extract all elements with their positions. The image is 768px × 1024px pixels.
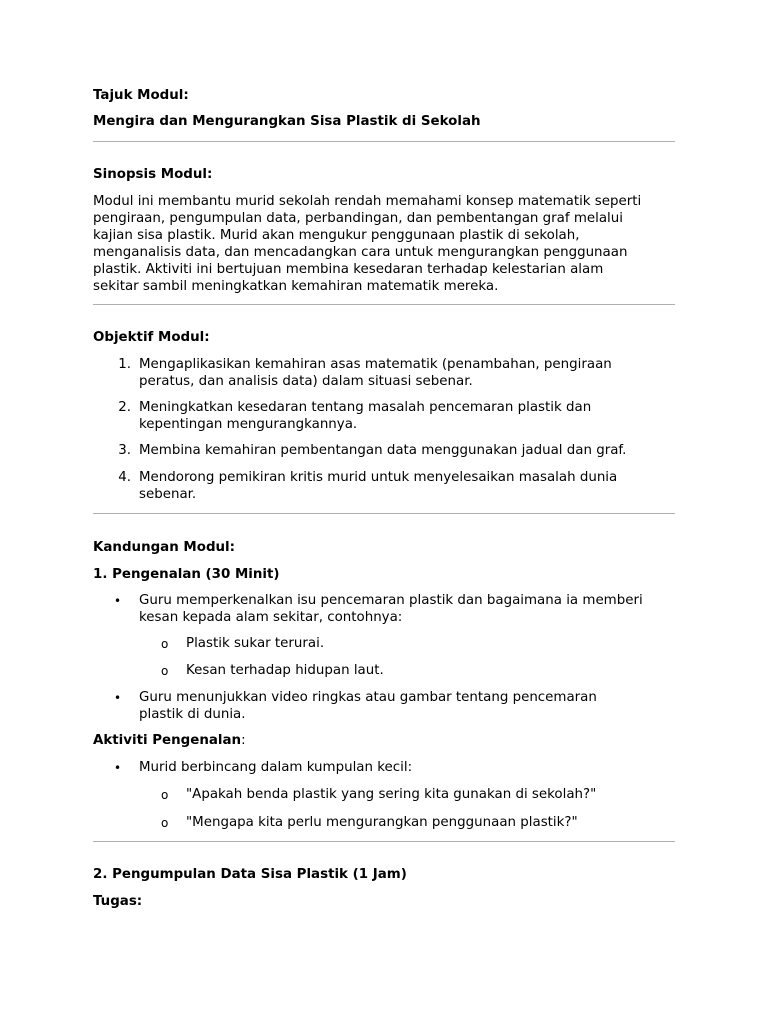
sub-bullet-text: Plastik sukar terurai. <box>186 636 325 651</box>
section-2-heading: 2. Pengumpulan Data Sisa Plastik (1 Jam) <box>93 867 407 882</box>
sinopsis-line: plastik. Aktiviti ini bertujuan membina kesedaran terhadap kelestarian alam <box>93 262 604 277</box>
sinopsis-line: kajian sisa plastik. Murid akan mengukur penggunaan plastik di sekolah, <box>93 228 580 243</box>
activity-bullet: Murid berbincang dalam kumpulan kecil: <box>139 760 413 775</box>
sinopsis-line: Modul ini membantu murid sekolah rendah memahami konsep matematik seperti <box>93 194 642 209</box>
list-item-line: kepentingan mengurangkannya. <box>139 417 358 432</box>
activity-question: "Mengapa kita perlu mengurangkan penggunaan plastik?" <box>186 815 578 830</box>
list-number: 2. <box>118 400 131 415</box>
list-number: 1. <box>118 357 131 372</box>
bullet-line: Guru memperkenalkan isu pencemaran plastik dan bagaimana ia memberi <box>139 593 643 608</box>
sinopsis-heading: Sinopsis Modul: <box>93 167 213 182</box>
bullet-dot: • <box>114 594 122 608</box>
divider <box>93 841 675 842</box>
bullet-dot: • <box>114 761 122 775</box>
sub-bullet-marker: o <box>161 637 169 651</box>
objektif-item-3 <box>139 442 699 459</box>
bullet-line: Guru menunjukkan video ringkas atau gambar tentang pencemaran <box>139 690 597 705</box>
list-item-line: sebenar. <box>139 487 197 502</box>
sub-bullet-marker: o <box>161 816 169 830</box>
activity-heading <box>93 732 683 749</box>
list-number: 4. <box>118 470 131 485</box>
section-1-bullet-1 <box>139 592 699 626</box>
sinopsis-line: menganalisis data, dan mencadangkan cara untuk mengurangkan penggunaan <box>93 245 628 260</box>
activity-colon: : <box>241 733 246 748</box>
sub-bullet-marker: o <box>161 664 169 678</box>
activity-label: Aktiviti Pengenalan <box>93 733 242 748</box>
divider <box>93 304 675 305</box>
list-item-line: peratus, dan analisis data) dalam situasi sebenar. <box>139 374 473 389</box>
list-item-line: Membina kemahiran pembentangan data menggunakan jadual dan graf. <box>139 443 627 458</box>
sinopsis-line: pengiraan, pengumpulan data, perbandingan, dan pembentangan graf melalui <box>93 211 623 226</box>
list-item-line: Meningkatkan kesedaran tentang masalah pencemaran plastik dan <box>139 400 592 415</box>
list-number: 3. <box>118 443 131 458</box>
title-label: Tajuk Modul: <box>93 88 189 103</box>
module-title: Mengira dan Mengurangkan Sisa Plastik di Sekolah <box>93 114 481 129</box>
divider <box>93 513 675 514</box>
activity-question: "Apakah benda plastik yang sering kita gunakan di sekolah?" <box>186 787 597 802</box>
sub-bullet-marker: o <box>161 788 169 802</box>
list-item-line: Mengaplikasikan kemahiran asas matematik (penambahan, pengiraan <box>139 357 612 372</box>
section-1-bullet-2 <box>139 689 699 723</box>
list-item-line: Mendorong pemikiran kritis murid untuk menyelesaikan masalah dunia <box>139 470 618 485</box>
bullet-line: plastik di dunia. <box>139 707 246 722</box>
divider <box>93 141 675 142</box>
sub-bullet-text: Kesan terhadap hidupan laut. <box>186 663 384 678</box>
bullet-line: kesan kepada alam sekitar, contohnya: <box>139 610 403 625</box>
tugas-label: Tugas: <box>93 894 143 909</box>
objektif-item-4 <box>139 469 699 503</box>
section-1-heading: 1. Pengenalan (30 Minit) <box>93 567 280 582</box>
sinopsis-paragraph <box>93 193 683 295</box>
objektif-heading: Objektif Modul: <box>93 330 210 345</box>
objektif-item-2 <box>139 399 699 433</box>
sinopsis-line: sekitar sambil meningkatkan kemahiran matematik mereka. <box>93 279 499 294</box>
bullet-dot: • <box>114 691 122 705</box>
objektif-item-1 <box>139 356 699 390</box>
kandungan-heading: Kandungan Modul: <box>93 540 236 555</box>
